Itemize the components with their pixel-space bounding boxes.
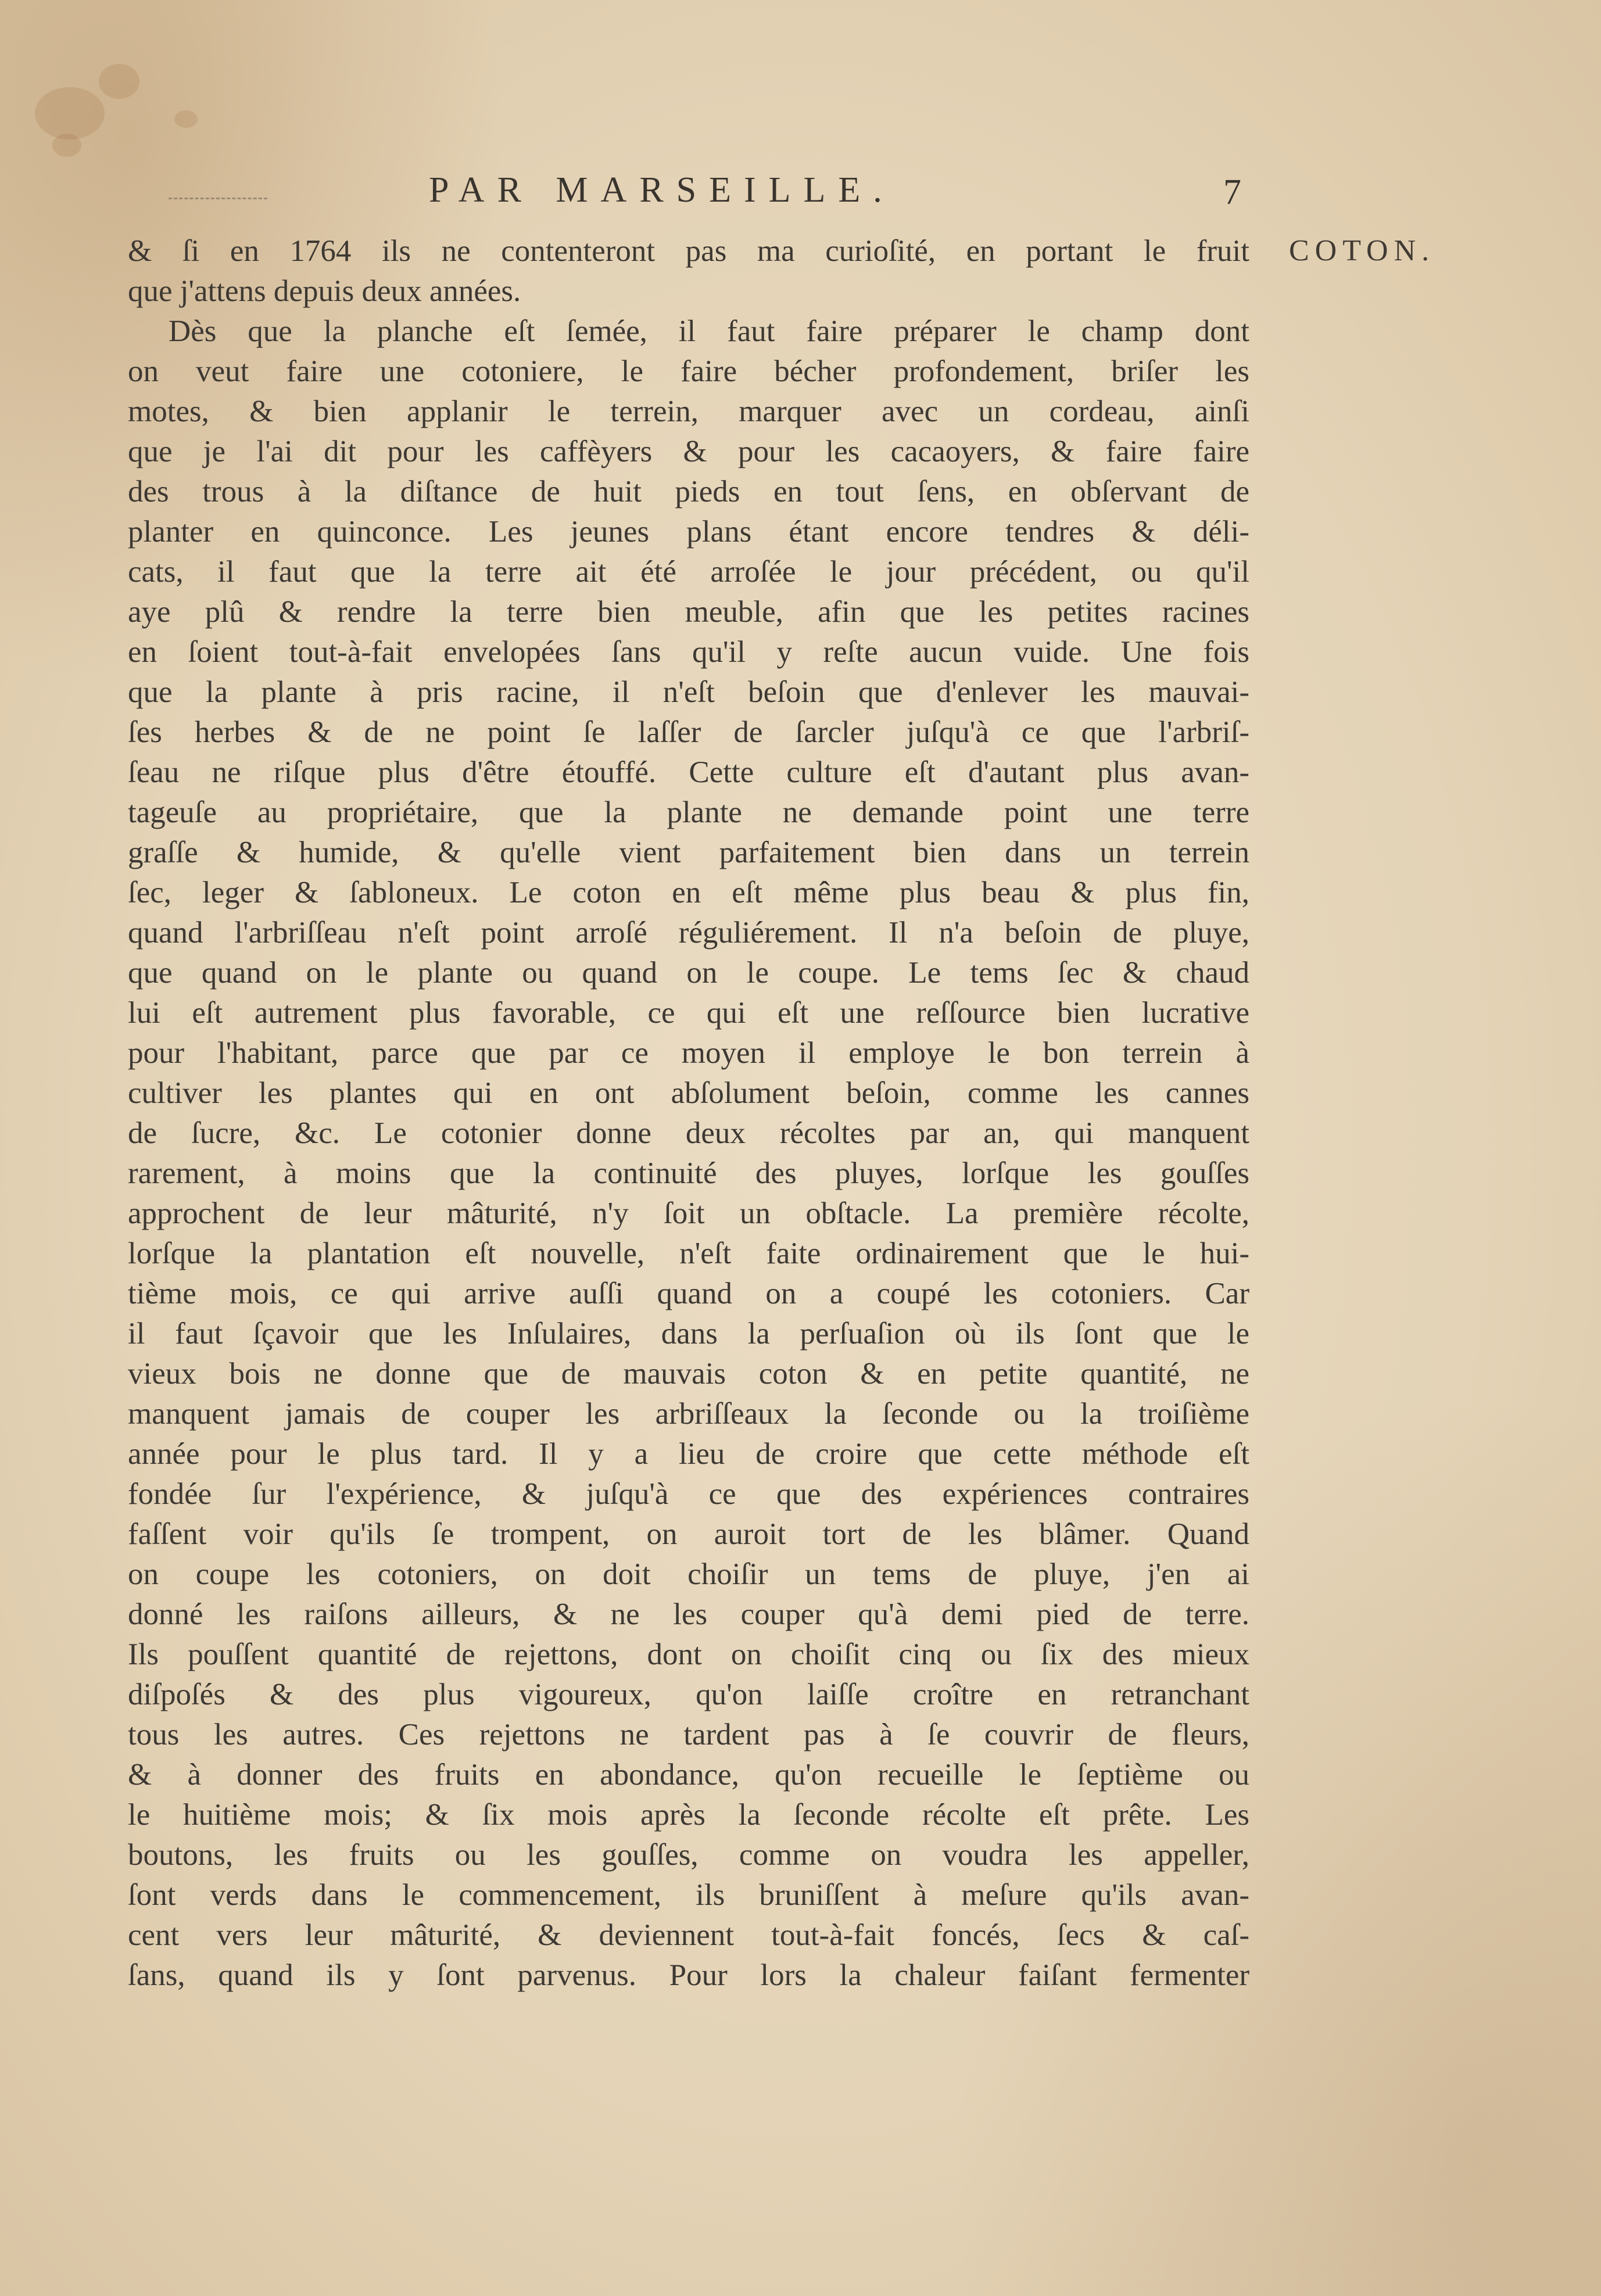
text-line: planter en quinconce. Les jeunes plans étant encore tendres & déli-: [128, 515, 1249, 549]
text-line: cent vers leur mâturité, & deviennent tout-à-fait foncés, ſecs & caſ-: [128, 1918, 1249, 1952]
text-line: lorſque la plantation eſt nouvelle, n'eſt faite ordinairement que le hui-: [128, 1237, 1249, 1270]
text-line: on veut faire une cotoniere, le faire bécher profondement, briſer les: [128, 354, 1249, 388]
foxing-stain: [35, 87, 105, 139]
text-line: diſpoſés & des plus vigoureux, qu'on laiſſe croître en retranchant: [128, 1678, 1249, 1711]
text-line: Dès que la planche eſt ſemée, il faut faire préparer le champ dont: [169, 314, 1249, 348]
foxing-stain: [174, 110, 198, 128]
page-header: [0, 170, 1601, 222]
text-line: en ſoient tout-à-fait envelopées ſans qu'il y reſte aucun vuide. Une fois: [128, 635, 1249, 669]
text-line: aye plû & rendre la terre bien meuble, afin que les petites racines: [128, 595, 1249, 629]
running-head: PAR MARSEILLE.: [429, 170, 895, 210]
text-line: de ſucre, &c. Le cotonier donne deux récoltes par an, qui manquent: [128, 1116, 1249, 1150]
text-line: ſont verds dans le commencement, ils bruniſſent à meſure qu'ils avan-: [128, 1878, 1249, 1912]
text-line: Ils pouſſent quantité de rejettons, dont on choiſit cinq ou ſix des mieux: [128, 1638, 1249, 1671]
text-line: quand l'arbriſſeau n'eſt point arroſé réguliérement. Il n'a beſoin de pluye,: [128, 916, 1249, 950]
text-line: année pour le plus tard. Il y a lieu de croire que cette méthode eſt: [128, 1437, 1249, 1471]
text-line: le huitième mois; & ſix mois après la ſeconde récolte eſt prête. Les: [128, 1798, 1249, 1832]
foxing-stain: [99, 64, 139, 99]
body-text: [128, 231, 1249, 1996]
text-line: pour l'habitant, parce que par ce moyen il employe le bon terrein à: [128, 1036, 1249, 1070]
text-line: il faut ſçavoir que les Inſulaires, dans la perſuaſion où ils ſont que le: [128, 1317, 1249, 1351]
text-line: manquent jamais de couper les arbriſſeaux la ſeconde ou la troiſième: [128, 1397, 1249, 1431]
text-line: que quand on le plante ou quand on le coupe. Le tems ſec & chaud: [128, 956, 1249, 990]
text-line: & ſi en 1764 ils ne contenteront pas ma curioſité, en portant le fruit: [128, 234, 1249, 268]
foxing-stain: [52, 134, 81, 157]
text-line: & à donner des fruits en abondance, qu'on recueille le ſeptième ou: [128, 1758, 1249, 1792]
text-line: ſes herbes & de ne point ſe laſſer de ſarcler juſqu'à ce que l'arbriſ-: [128, 715, 1249, 749]
margin-note: COTON.: [1289, 234, 1435, 267]
text-line: vieux bois ne donne que de mauvais coton & en petite quantité, ne: [128, 1357, 1249, 1391]
text-line: cats, il faut que la terre ait été arroſée le jour précédent, ou qu'il: [128, 555, 1249, 589]
page-number: 7: [1223, 173, 1241, 212]
text-line: graſſe & humide, & qu'elle vient parfaitement bien dans un terrein: [128, 836, 1249, 869]
text-line: tageuſe au propriétaire, que la plante ne demande point une terre: [128, 796, 1249, 829]
text-line: des trous à la diſtance de huit pieds en tout ſens, en obſervant de: [128, 475, 1249, 508]
text-line: ſec, leger & ſabloneux. Le coton en eſt même plus beau & plus fin,: [128, 876, 1249, 909]
text-line: lui eſt autrement plus favorable, ce qui eſt une reſſource bien lucrative: [128, 996, 1249, 1030]
text-line: boutons, les fruits ou les gouſſes, comme on voudra les appeller,: [128, 1838, 1249, 1872]
text-line: que la plante à pris racine, il n'eſt beſoin que d'enlever les mauvai-: [128, 675, 1249, 709]
header-rule: [169, 198, 267, 199]
text-line: que je l'ai dit pour les caffèyers & pour les cacaoyers, & faire faire: [128, 435, 1249, 468]
text-line: approchent de leur mâturité, n'y ſoit un obſtacle. La première récolte,: [128, 1197, 1249, 1230]
text-line: fondée ſur l'expérience, & juſqu'à ce que des expériences contraires: [128, 1477, 1249, 1511]
text-line: tous les autres. Ces rejettons ne tardent pas à ſe couvrir de fleurs,: [128, 1718, 1249, 1751]
text-line: tième mois, ce qui arrive auſſi quand on a coupé les cotoniers. Car: [128, 1277, 1249, 1310]
text-line: on coupe les cotoniers, on doit choiſir un tems de pluye, j'en ai: [128, 1557, 1249, 1591]
text-line: cultiver les plantes qui en ont abſolument beſoin, comme les cannes: [128, 1076, 1249, 1110]
text-line: rarement, à moins que la continuité des pluyes, lorſque les gouſſes: [128, 1156, 1249, 1190]
text-line: ſans, quand ils y ſont parvenus. Pour lors la chaleur faiſant fermenter: [128, 1958, 1249, 1992]
text-line: que j'attens depuis deux années.: [128, 274, 521, 308]
text-line: motes, & bien applanir le terrein, marquer avec un cordeau, ainſi: [128, 395, 1249, 428]
text-line: donné les raiſons ailleurs, & ne les couper qu'à demi pied de terre.: [128, 1597, 1249, 1631]
text-line: faſſent voir qu'ils ſe trompent, on auroit tort de les blâmer. Quand: [128, 1517, 1249, 1551]
text-line: ſeau ne riſque plus d'être étouffé. Cette culture eſt d'autant plus avan-: [128, 755, 1249, 789]
